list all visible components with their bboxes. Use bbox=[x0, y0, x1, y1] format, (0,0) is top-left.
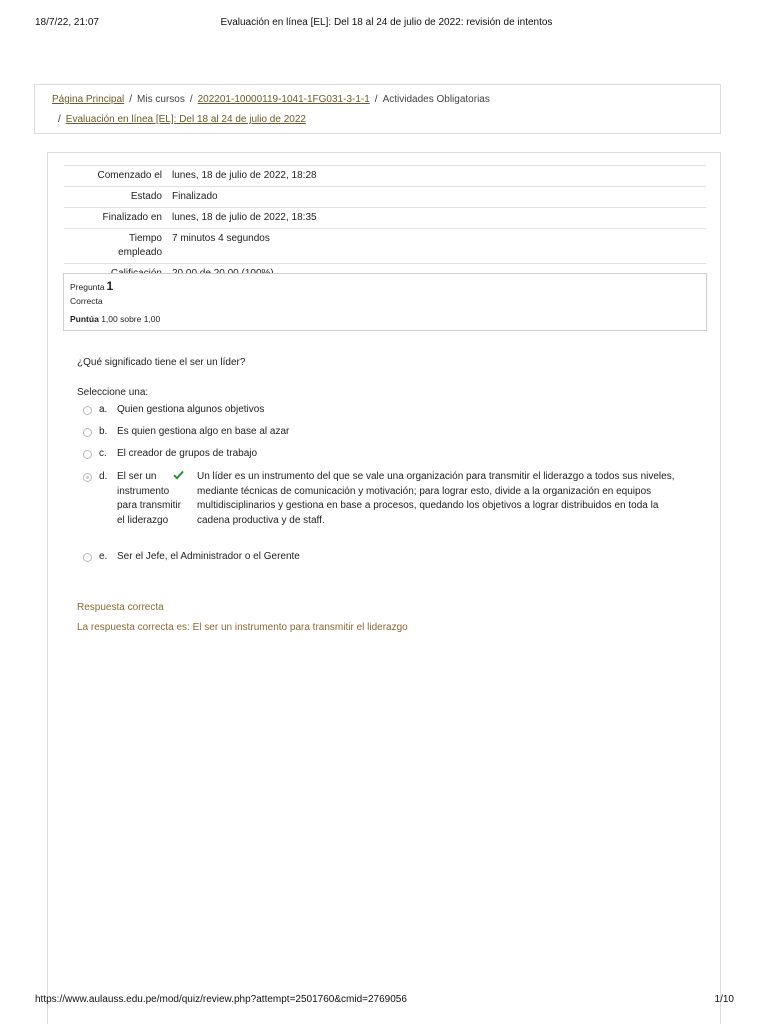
summary-label: Finalizado en bbox=[64, 208, 167, 229]
option-letter: b. bbox=[99, 426, 108, 437]
answer-option-d[interactable] bbox=[83, 470, 703, 546]
summary-value: lunes, 18 de julio de 2022, 18:28 bbox=[167, 166, 706, 187]
print-url: https://www.aulauss.edu.pe/mod/quiz/review.php?attempt=2501760&cmid=2769056 bbox=[35, 994, 407, 1005]
option-text: Ser el Jefe, el Administrador o el Gerente bbox=[117, 551, 300, 562]
option-letter: a. bbox=[99, 404, 108, 415]
print-date: 18/7/22, 21:07 bbox=[35, 17, 99, 28]
breadcrumb-section: Actividades Obligatorias bbox=[382, 94, 490, 105]
question-text: ¿Qué significado tiene el ser un líder? bbox=[77, 357, 246, 368]
page-number: 1/10 bbox=[714, 994, 734, 1005]
breadcrumb-my-courses: Mis cursos bbox=[137, 94, 185, 105]
radio-button-selected[interactable] bbox=[83, 473, 92, 482]
breadcrumb bbox=[34, 84, 721, 134]
breadcrumb-home-link[interactable]: Página Principal bbox=[52, 94, 125, 105]
answer-option-b[interactable] bbox=[83, 425, 383, 441]
option-letter: c. bbox=[99, 448, 107, 459]
option-letter: d. bbox=[99, 471, 108, 482]
summary-label: Comenzado el bbox=[64, 166, 167, 187]
question-grade-label: Puntúa bbox=[70, 314, 99, 324]
summary-label: Estado bbox=[64, 187, 167, 208]
answer-option-c[interactable] bbox=[83, 447, 383, 463]
attempt-summary-table bbox=[64, 165, 706, 285]
check-icon bbox=[173, 470, 184, 485]
question-label: Pregunta bbox=[70, 282, 105, 292]
option-feedback: Un líder es un instrumento del que se vale una organización para transmitir el liderazgo a todos sus niveles, mediante técnicas de comunicación y motivación; para lograr esto, divide a la organización en equipos multidisciplinarios y gestiona en base a procesos, quedando los objetivos a lograr distribuidos en toda la cadena productiva y de staff. bbox=[197, 471, 675, 526]
summary-value: Finalizado bbox=[167, 187, 706, 208]
outcome-result: Respuesta correcta bbox=[77, 602, 164, 613]
breadcrumb-separator: / bbox=[58, 114, 61, 125]
radio-button[interactable] bbox=[83, 553, 92, 562]
print-header bbox=[35, 17, 738, 31]
option-text: El creador de grupos de trabajo bbox=[117, 448, 258, 459]
question-grade bbox=[70, 314, 160, 324]
breadcrumb-line-2 bbox=[58, 114, 306, 125]
summary-value: lunes, 18 de julio de 2022, 18:35 bbox=[167, 208, 706, 229]
summary-row bbox=[64, 187, 706, 208]
summary-row bbox=[64, 229, 706, 264]
option-text: Es quien gestiona algo en base al azar bbox=[117, 426, 290, 437]
question-number: 1 bbox=[106, 279, 114, 293]
option-text: Quien gestiona algunos objetivos bbox=[117, 404, 265, 415]
radio-button[interactable] bbox=[83, 428, 92, 437]
answer-option-e[interactable] bbox=[83, 550, 383, 566]
print-title: Evaluación en línea [EL]: Del 18 al 24 de julio de 2022: revisión de intentos bbox=[220, 17, 553, 28]
option-letter: e. bbox=[99, 551, 108, 562]
breadcrumb-quiz-link[interactable]: Evaluación en línea [EL]: Del 18 al 24 de julio de 2022 bbox=[65, 114, 306, 125]
question-grade-value: 1,00 sobre 1,00 bbox=[101, 314, 161, 324]
breadcrumb-line-1 bbox=[52, 94, 490, 105]
radio-button[interactable] bbox=[83, 406, 92, 415]
summary-row bbox=[64, 208, 706, 229]
breadcrumb-separator: / bbox=[374, 94, 378, 105]
breadcrumb-separator: / bbox=[129, 94, 133, 105]
breadcrumb-course-link[interactable]: 202201-10000119-1041-1FG031-3-1-1 bbox=[197, 94, 370, 105]
question-info-box bbox=[63, 273, 707, 331]
summary-label: Tiempo empleado bbox=[64, 229, 167, 264]
answer-prompt: Seleccione una: bbox=[77, 387, 149, 398]
option-text: El ser un instrumento para transmitir el liderazgo bbox=[117, 471, 181, 526]
summary-row bbox=[64, 166, 706, 187]
answer-option-a[interactable] bbox=[83, 403, 383, 419]
radio-button[interactable] bbox=[83, 450, 92, 459]
print-footer bbox=[35, 994, 734, 1008]
summary-value: 7 minutos 4 segundos bbox=[167, 229, 706, 264]
question-state: Correcta bbox=[70, 296, 103, 306]
question-number-label bbox=[70, 279, 113, 293]
outcome-right-answer: La respuesta correcta es: El ser un instrumento para transmitir el liderazgo bbox=[77, 622, 408, 633]
breadcrumb-separator: / bbox=[189, 94, 193, 105]
